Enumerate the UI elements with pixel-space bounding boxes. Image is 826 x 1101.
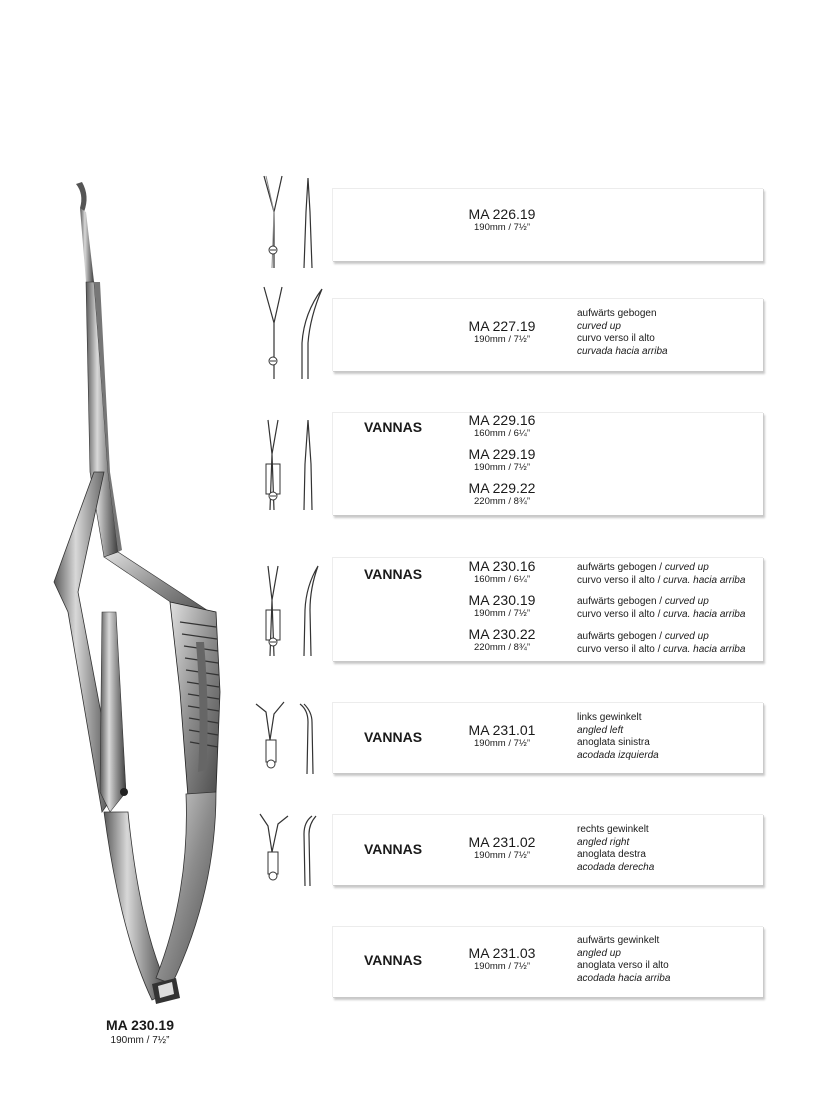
main-product-caption [60,1017,220,1046]
product-code: MA 231.03 [468,945,536,961]
codes-2 [462,318,542,346]
desc-de: aufwärts gebogen / [577,562,665,573]
product-size: 190mm / 7½” [474,462,530,473]
product-size: 160mm / 6¼” [474,428,530,439]
description-4c [577,631,745,656]
product-code: MA 229.19 [468,446,536,462]
scissors-vannas-curved-icon [252,560,324,660]
product-code: MA 231.01 [468,722,536,738]
desc-es: acodada derecha [577,861,655,873]
desc-en: curved up [577,320,621,332]
codes-5 [462,722,542,750]
product-code: MA 231.02 [468,834,536,850]
scissors-angled-right-icon [252,812,324,888]
desc-it: curvo verso il alto / [577,608,664,620]
desc-en: angled right [577,836,630,848]
desc-it: anoglata verso il alto [577,960,669,971]
desc-de: aufwärts gebogen [577,308,657,319]
main-product-size: 190mm / 7½” [110,1035,170,1046]
desc-de: aufwärts gewinkelt [577,935,660,946]
product-code: MA 230.19 [468,592,536,608]
brand-label: VANNAS [364,841,423,857]
desc-it: curvo verso il alto [577,333,655,344]
desc-it: anoglata destra [577,849,646,860]
product-code: MA 227.19 [468,318,536,334]
brand-label: VANNAS [364,566,423,582]
desc-es: curva. hacia arriba [663,643,746,655]
desc-en: curved up [664,596,709,607]
product-code: MA 226.19 [468,206,536,222]
product-size: 190mm / 7½” [474,850,530,861]
desc-en: curved up [664,631,709,642]
product-code: MA 230.16 [468,558,536,574]
product-size: 160mm / 6¼” [474,574,530,585]
description-2 [577,308,668,358]
desc-it: curvo verso il alto / [577,574,664,586]
scissors-vannas-straight-icon [252,414,324,514]
product-size: 190mm / 7½” [474,738,530,749]
codes-6 [462,834,542,862]
scissors-straight-icon [252,172,324,272]
desc-it: curvo verso il alto / [577,643,664,655]
main-product-code: MA 230.19 [106,1017,174,1033]
desc-en: angled up [577,947,621,959]
codes-7 [462,945,542,973]
product-size: 190mm / 7½” [474,222,530,233]
description-4b [577,596,745,621]
brand-label: VANNAS [364,419,423,435]
desc-es: curvada hacia arriba [577,345,668,357]
brand-label: VANNAS [364,952,423,968]
description-5 [577,712,659,762]
brand-label: VANNAS [364,729,423,745]
codes-1 [462,206,542,234]
product-size: 220mm / 8¾” [474,496,530,507]
desc-en: angled left [577,724,624,736]
product-size: 220mm / 8¾” [474,642,530,653]
desc-es: acodada hacia arriba [577,972,671,984]
desc-de: links gewinkelt [577,712,642,723]
scissors-curved-up-icon [252,283,324,383]
desc-es: curva. hacia arriba [663,608,746,620]
product-card-2 [332,298,763,371]
codes-4 [462,558,542,654]
product-card-1 [332,188,763,261]
desc-es: acodada izquierda [577,749,659,761]
description-6 [577,824,654,874]
scissors-angled-left-icon [252,700,324,776]
product-size: 190mm / 7½” [474,608,530,619]
codes-3 [462,412,542,508]
desc-es: curva. hacia arriba [663,574,746,586]
description-7 [577,935,670,985]
product-code: MA 229.22 [468,480,536,496]
desc-de: aufwärts gebogen / [577,631,665,642]
product-size: 190mm / 7½” [474,334,530,345]
desc-de: rechts gewinkelt [577,824,649,835]
desc-en: curved up [664,562,709,573]
desc-de: aufwärts gebogen / [577,596,665,607]
product-size: 190mm / 7½” [474,961,530,972]
product-code: MA 230.22 [468,626,536,642]
description-4a [577,562,745,587]
product-code: MA 229.16 [468,412,536,428]
desc-it: anoglata sinistra [577,737,650,748]
main-scissors-illustration [40,172,240,1012]
